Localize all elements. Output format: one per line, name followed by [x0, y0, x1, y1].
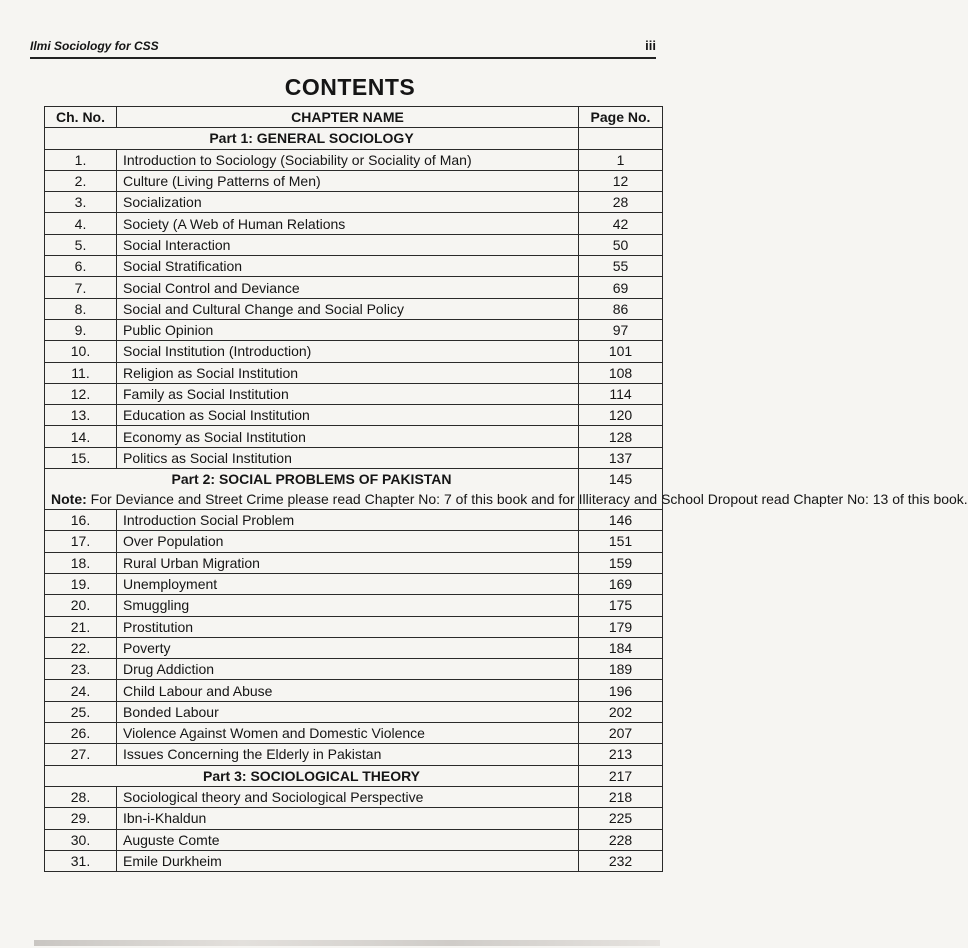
- part-3-page: 217: [579, 765, 663, 786]
- chapter-number: 24.: [45, 680, 117, 701]
- chapter-number: 8.: [45, 298, 117, 319]
- chapter-name: Society (A Web of Human Relations: [117, 213, 579, 234]
- chapter-page: 146: [579, 510, 663, 531]
- chapter-number: 5.: [45, 234, 117, 255]
- chapter-number: 2.: [45, 170, 117, 191]
- chapter-name: Education as Social Institution: [117, 405, 579, 426]
- chapter-page: 69: [579, 277, 663, 298]
- contents-title: CONTENTS: [284, 74, 416, 100]
- chapter-name: Over Population: [117, 531, 579, 552]
- table-row: [45, 786, 663, 807]
- chapter-page: 159: [579, 552, 663, 573]
- chapter-name: Introduction Social Problem: [117, 510, 579, 531]
- table-row: [45, 723, 663, 744]
- table-row: [45, 680, 663, 701]
- chapter-name: Poverty: [117, 637, 579, 658]
- chapter-number: 23.: [45, 659, 117, 680]
- table-row: [45, 850, 663, 871]
- chapter-name: Politics as Social Institution: [117, 447, 579, 468]
- table-row: [45, 637, 663, 658]
- table-row: [45, 277, 663, 298]
- chapter-page: 207: [579, 723, 663, 744]
- page-edge: [34, 940, 660, 946]
- chapter-name: Emile Durkheim: [117, 850, 579, 871]
- header-ch-no: Ch. No.: [45, 107, 117, 128]
- table-row: [45, 341, 663, 362]
- chapter-name: Drug Addiction: [117, 659, 579, 680]
- chapter-page: 179: [579, 616, 663, 637]
- note-label: Note:: [51, 491, 87, 508]
- table-row: [45, 510, 663, 531]
- chapter-name: Social Interaction: [117, 234, 579, 255]
- part-2-page: 145: [579, 469, 663, 510]
- chapter-page: 97: [579, 319, 663, 340]
- table-row: [45, 362, 663, 383]
- contents-table: [44, 106, 968, 872]
- table-row: [45, 149, 663, 170]
- chapter-number: 29.: [45, 808, 117, 829]
- chapter-page: 12: [579, 170, 663, 191]
- chapter-number: 12.: [45, 383, 117, 404]
- chapter-name: Sociological theory and Sociological Perspective: [117, 786, 579, 807]
- chapter-name: Child Labour and Abuse: [117, 680, 579, 701]
- chapter-name: Culture (Living Patterns of Men): [117, 170, 579, 191]
- chapter-page: 120: [579, 405, 663, 426]
- table-row: [45, 213, 663, 234]
- table-row: [45, 552, 663, 573]
- chapter-page: 225: [579, 808, 663, 829]
- chapter-page: 169: [579, 573, 663, 594]
- part-2-title: Part 2: SOCIAL PROBLEMS OF PAKISTAN: [171, 471, 452, 488]
- chapter-number: 26.: [45, 723, 117, 744]
- chapter-name: Economy as Social Institution: [117, 426, 579, 447]
- chapter-number: 16.: [45, 510, 117, 531]
- chapter-name: Religion as Social Institution: [117, 362, 579, 383]
- chapter-page: 114: [579, 383, 663, 404]
- chapter-page: 50: [579, 234, 663, 255]
- part-3-title: Part 3: SOCIOLOGICAL THEORY: [45, 765, 579, 786]
- chapter-number: 20.: [45, 595, 117, 616]
- chapter-number: 14.: [45, 426, 117, 447]
- table-row: [45, 426, 663, 447]
- table-row: [45, 829, 663, 850]
- chapter-number: 1.: [45, 149, 117, 170]
- chapter-number: 10.: [45, 341, 117, 362]
- chapter-page: 218: [579, 786, 663, 807]
- chapter-number: 28.: [45, 786, 117, 807]
- table-row: [45, 447, 663, 468]
- chapter-number: 4.: [45, 213, 117, 234]
- chapter-page: 28: [579, 192, 663, 213]
- chapter-page: 137: [579, 447, 663, 468]
- chapter-page: 86: [579, 298, 663, 319]
- chapter-name: Auguste Comte: [117, 829, 579, 850]
- table-row: [45, 298, 663, 319]
- table-row: [45, 808, 663, 829]
- table-row: [45, 405, 663, 426]
- chapter-name: Public Opinion: [117, 319, 579, 340]
- chapter-page: 101: [579, 341, 663, 362]
- chapter-number: 7.: [45, 277, 117, 298]
- table-row: [45, 701, 663, 722]
- book-title: Ilmi Sociology for CSS: [30, 39, 159, 53]
- chapter-page: 213: [579, 744, 663, 765]
- chapter-name: Bonded Labour: [117, 701, 579, 722]
- part-1-page: [579, 128, 663, 149]
- chapter-name: Social Control and Deviance: [117, 277, 579, 298]
- chapter-page: 232: [579, 850, 663, 871]
- chapter-page: 202: [579, 701, 663, 722]
- chapter-name: Rural Urban Migration: [117, 552, 579, 573]
- chapter-name: Smuggling: [117, 595, 579, 616]
- table-row: [45, 192, 663, 213]
- table-row: [45, 659, 663, 680]
- chapter-number: 25.: [45, 701, 117, 722]
- chapter-name: Violence Against Women and Domestic Violence: [117, 723, 579, 744]
- table-row: [45, 531, 663, 552]
- chapter-name: Unemployment: [117, 573, 579, 594]
- chapter-page: 151: [579, 531, 663, 552]
- chapter-page: 42: [579, 213, 663, 234]
- part-1-heading-row: [45, 128, 663, 149]
- chapter-number: 19.: [45, 573, 117, 594]
- header-page-no: Page No.: [579, 107, 663, 128]
- part-3-heading-row: [45, 765, 663, 786]
- table-row: [45, 234, 663, 255]
- chapter-name: Socialization: [117, 192, 579, 213]
- table-row: [45, 573, 663, 594]
- chapter-number: 11.: [45, 362, 117, 383]
- table-row: [45, 383, 663, 404]
- chapter-name: Issues Concerning the Elderly in Pakistan: [117, 744, 579, 765]
- chapter-page: 184: [579, 637, 663, 658]
- chapter-name: Introduction to Sociology (Sociability or Sociality of Man): [117, 149, 579, 170]
- part-1-title: Part 1: GENERAL SOCIOLOGY: [45, 128, 579, 149]
- chapter-page: 55: [579, 256, 663, 277]
- chapter-name: Social and Cultural Change and Social Policy: [117, 298, 579, 319]
- chapter-name: Ibn-i-Khaldun: [117, 808, 579, 829]
- chapter-name: Social Institution (Introduction): [117, 341, 579, 362]
- chapter-number: 9.: [45, 319, 117, 340]
- chapter-page: 196: [579, 680, 663, 701]
- table-row: [45, 256, 663, 277]
- chapter-number: 22.: [45, 637, 117, 658]
- chapter-name: Family as Social Institution: [117, 383, 579, 404]
- chapter-page: 175: [579, 595, 663, 616]
- page-number: iii: [645, 38, 656, 53]
- chapter-number: 21.: [45, 616, 117, 637]
- chapter-number: 17.: [45, 531, 117, 552]
- table-row: [45, 616, 663, 637]
- table-row: [45, 595, 663, 616]
- table-row: [45, 319, 663, 340]
- chapter-page: 228: [579, 829, 663, 850]
- chapter-page: 128: [579, 426, 663, 447]
- part-2-heading-row: [45, 469, 663, 510]
- chapter-page: 108: [579, 362, 663, 383]
- chapter-number: 3.: [45, 192, 117, 213]
- table-row: [45, 170, 663, 191]
- header-chapter-name: CHAPTER NAME: [117, 107, 579, 128]
- chapter-number: 15.: [45, 447, 117, 468]
- running-header: [30, 38, 656, 59]
- chapter-name: Social Stratification: [117, 256, 579, 277]
- chapter-number: 30.: [45, 829, 117, 850]
- chapter-number: 6.: [45, 256, 117, 277]
- chapter-number: 31.: [45, 850, 117, 871]
- note-text: For Deviance and Street Crime please read Chapter No: 7 of this book and for Illiteracy and School Dropout read Chapter No: 13 of this book.: [86, 491, 968, 508]
- chapter-page: 1: [579, 149, 663, 170]
- contents-body: [45, 128, 968, 872]
- chapter-number: 13.: [45, 405, 117, 426]
- chapter-name: Prostitution: [117, 616, 579, 637]
- chapter-number: 27.: [45, 744, 117, 765]
- chapter-page: 189: [579, 659, 663, 680]
- table-row: [45, 744, 663, 765]
- table-header-row: [45, 107, 663, 128]
- chapter-number: 18.: [45, 552, 117, 573]
